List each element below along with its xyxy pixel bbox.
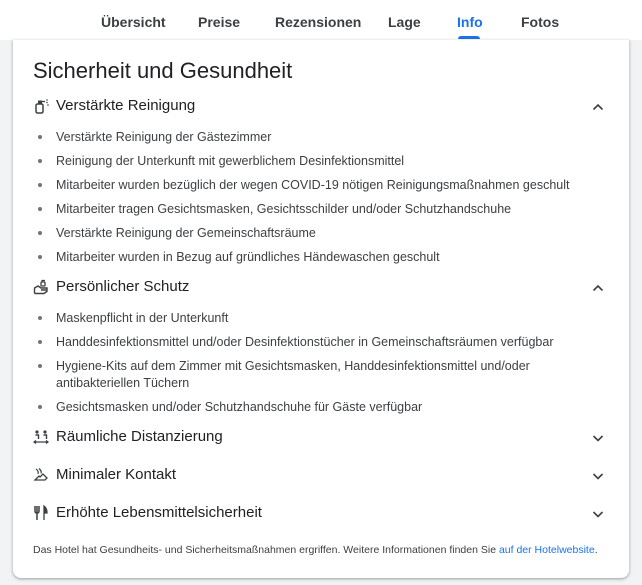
cleaning-spray-icon <box>33 98 49 114</box>
hand-sanitizer-icon <box>33 279 49 295</box>
list-item: Verstärkte Reinigung der Gemeinschaftsräume <box>33 225 605 242</box>
contactless-icon <box>33 467 49 483</box>
list-item: Reinigung der Unterkunft mit gewerblichem Desinfektionsmittel <box>33 153 605 170</box>
list-item: Mitarbeiter tragen Gesichtsmasken, Gesichtsschilder und/oder Schutzhandschuhe <box>33 201 605 218</box>
chevron-down-icon[interactable] <box>591 469 605 483</box>
tab-prices[interactable]: Preise <box>198 14 241 30</box>
section-header-minimal-contact[interactable] <box>33 464 605 488</box>
list-item: Maskenpflicht in der Unterkunft <box>33 310 605 327</box>
active-tab-indicator <box>458 36 480 39</box>
section-header-enhanced-cleaning[interactable] <box>33 95 605 119</box>
tab-overview[interactable]: Übersicht <box>101 14 166 30</box>
section-title: Räumliche Distanzierung <box>56 428 223 445</box>
section-header-food-safety[interactable] <box>33 502 605 526</box>
list-item: Mitarbeiter wurden bezüglich der wegen COVID-19 nötigen Reinigungsmaßnahmen geschult <box>33 177 605 194</box>
section-title: Persönlicher Schutz <box>56 278 190 295</box>
list-item: Gesichtsmasken und/oder Schutzhandschuhe für Gäste verfügbar <box>33 399 605 416</box>
section-list-enhanced-cleaning <box>33 129 605 273</box>
list-item: Handdesinfektionsmittel und/oder Desinfektionstücher in Gemeinschaftsräumen verfügbar <box>33 334 605 351</box>
list-item: Hygiene-Kits auf dem Zimmer mit Gesichtsmasken, Handdesinfektionsmittel und/oder antibakteriellen Tüchern <box>33 358 605 392</box>
tab-location[interactable]: Lage <box>388 14 421 30</box>
tab-bar <box>0 0 642 40</box>
health-safety-card <box>13 40 629 578</box>
chevron-up-icon[interactable] <box>591 281 605 295</box>
footer-end: . <box>594 544 598 556</box>
tab-info[interactable]: Info <box>457 14 483 30</box>
social-distance-icon <box>33 429 49 445</box>
tab-photos[interactable]: Fotos <box>521 14 560 30</box>
footer-text: Das Hotel hat Gesundheits- und Sicherheitsmaßnahmen ergriffen. Weitere Informationen finden Sie <box>33 544 499 556</box>
section-header-personal-protection[interactable] <box>33 276 605 300</box>
fork-knife-icon <box>33 505 49 521</box>
list-item: Mitarbeiter wurden in Bezug auf gründliches Händewaschen geschult <box>33 249 605 266</box>
section-title: Minimaler Kontakt <box>56 466 177 483</box>
chevron-down-icon[interactable] <box>591 507 605 521</box>
section-title: Verstärkte Reinigung <box>56 97 196 114</box>
tab-reviews[interactable]: Rezensionen <box>275 14 362 30</box>
page-title: Sicherheit und Gesundheit <box>33 58 293 83</box>
section-header-social-distancing[interactable] <box>33 426 605 450</box>
section-title: Erhöhte Lebensmittelsicherheit <box>56 504 262 521</box>
section-list-personal-protection <box>33 310 605 423</box>
list-item: Verstärkte Reinigung der Gästezimmer <box>33 129 605 146</box>
chevron-up-icon[interactable] <box>591 100 605 114</box>
footer-note <box>33 544 598 556</box>
hotel-website-link[interactable]: auf der Hotelwebsite <box>498 544 595 556</box>
chevron-down-icon[interactable] <box>591 431 605 445</box>
